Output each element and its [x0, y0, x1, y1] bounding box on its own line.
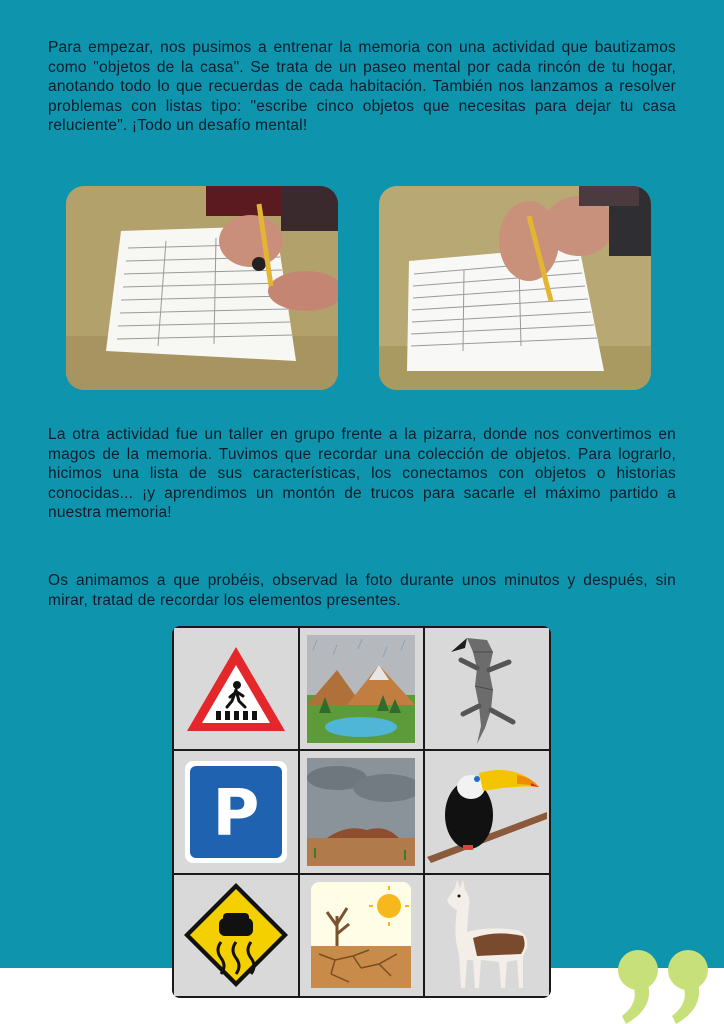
grid-cell-crocodile: [425, 628, 549, 749]
toucan-icon: [427, 757, 547, 867]
grid-cell-desert-storm: [300, 751, 424, 872]
grid-cell-llama: [425, 875, 549, 996]
activity-photo-right: [379, 186, 651, 390]
desert-storm-icon: [307, 758, 415, 866]
drought-icon: [309, 880, 413, 990]
challenge-paragraph: Os animamos a que probéis, observad la foto durante unos minutos y después, sin mirar, tratad de recordar los elementos presentes.: [48, 572, 676, 609]
grid-cell-drought-landscape: [300, 875, 424, 996]
slippery-road-icon: [181, 880, 291, 990]
workshop-paragraph: La otra actividad fue un taller en grupo frente a la pizarra, donde nos convertimos en magos de la memoria. Tuvimos que recordar una colección de objetos. Para lograrlo, hicimos una lista de sus características, los conectamos con objetos o historias conocidas... ¡y aprendimos un montón de trucos para sacarle el máximo partido a nuestra memoria!: [48, 426, 676, 521]
grid-cell-slippery-road-sign: [174, 875, 298, 996]
grid-cell-pedestrian-sign: [174, 628, 298, 749]
grid-cell-toucan: [425, 751, 549, 872]
memory-grid: [172, 626, 551, 998]
rainy-lake-icon: [307, 635, 415, 743]
parking-letter: P: [212, 776, 260, 851]
parking-sign-icon: [183, 759, 289, 865]
grid-cell-rainy-landscape: [300, 628, 424, 749]
intro-paragraph: Para empezar, nos pusimos a entrenar la memoria con una actividad que bautizamos como "objetos de la casa". Se trata de un paseo mental por cada rincón de tu hogar, anotando todo lo que recuerdas de cada habitación. También nos lanzamos a resolver problemas con listas tipo: "escribe cinco objetos que necesitas para dejar tu casa reluciente". ¡Todo un desafío mental!: [48, 39, 676, 134]
quote-icon: [612, 944, 716, 1024]
activity-photo-left: [66, 186, 338, 390]
pedestrian-crossing-icon: [181, 639, 291, 739]
crocodile-icon: [437, 630, 537, 748]
llama-icon: [437, 876, 537, 994]
grid-cell-parking-sign: [174, 751, 298, 872]
